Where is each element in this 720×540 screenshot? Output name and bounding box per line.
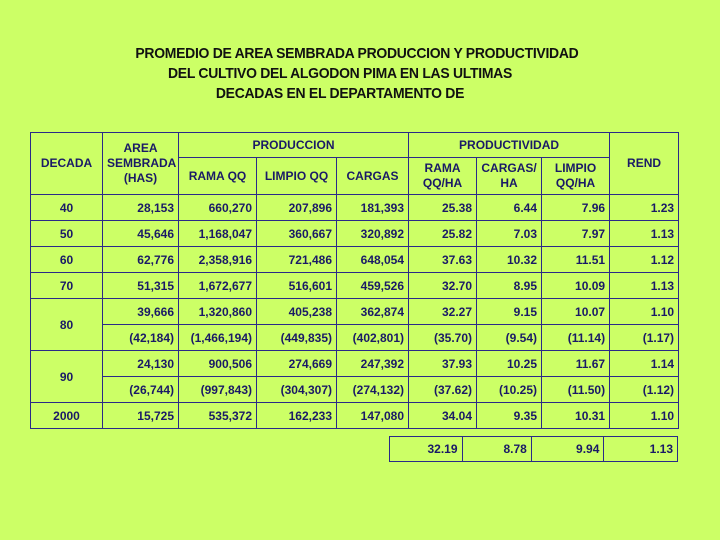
cell-cargas-ha: 10.32 xyxy=(477,247,542,273)
cell-rama-ha: 37.93 xyxy=(409,351,477,377)
cell-cargas: 648,054 xyxy=(337,247,409,273)
cell-cargas: 181,393 xyxy=(337,195,409,221)
table-row xyxy=(31,403,679,429)
header-rama-qq: RAMA QQ xyxy=(179,158,257,195)
table-row-sub xyxy=(31,377,679,403)
cell-cargas: 362,874 xyxy=(337,299,409,325)
header-limpio-qq: LIMPIO QQ xyxy=(257,158,337,195)
cell-rama: 1,672,677 xyxy=(179,273,257,299)
cell-cargas-ha: 8.95 xyxy=(477,273,542,299)
cell-cargas: 147,080 xyxy=(337,403,409,429)
cell-decada: 90 xyxy=(31,351,103,403)
cell-rama: 900,506 xyxy=(179,351,257,377)
header-rama-qq-ha-line2: QQ/HA xyxy=(422,176,463,190)
cell-decada: 50 xyxy=(31,221,103,247)
cell-cargas-ha: 6.44 xyxy=(477,195,542,221)
cell-rama: 1,168,047 xyxy=(179,221,257,247)
cell-rama: 1,320,860 xyxy=(179,299,257,325)
cell-limpio-ha: 11.51 xyxy=(542,247,610,273)
document-title xyxy=(135,44,579,104)
cell-cargas-ha: 9.35 xyxy=(477,403,542,429)
cell-decada: 70 xyxy=(31,273,103,299)
cell-rend: 1.10 xyxy=(610,403,679,429)
cell-rama-ha: 32.70 xyxy=(409,273,477,299)
cell-decada: 60 xyxy=(31,247,103,273)
table-row xyxy=(31,195,679,221)
cell-rend: 1.23 xyxy=(610,195,679,221)
cell-rama-ha: 32.27 xyxy=(409,299,477,325)
cell-cargas: (402,801) xyxy=(337,325,409,351)
cell-limpio: 274,669 xyxy=(257,351,337,377)
header-limpio-qq-ha-line2: QQ/HA xyxy=(555,176,596,190)
cell-area: 15,725 xyxy=(103,403,179,429)
cell-limpio: 360,667 xyxy=(257,221,337,247)
header-cargas-ha xyxy=(477,158,542,195)
header-rama-qq-ha-line1: RAMA xyxy=(424,161,461,175)
cell-rama: 2,358,916 xyxy=(179,247,257,273)
header-area xyxy=(103,133,179,195)
header-decada: DECADA xyxy=(31,133,103,195)
cell-limpio-ha: 10.07 xyxy=(542,299,610,325)
title-line-1: PROMEDIO DE AREA SEMBRADA PRODUCCION Y PRODUCTIVIDAD xyxy=(135,45,579,62)
table-row xyxy=(31,299,679,325)
cell-area: 24,130 xyxy=(103,351,179,377)
cell-rend: (1.12) xyxy=(610,377,679,403)
cell-rama-ha: 25.38 xyxy=(409,195,477,221)
header-cargas-ha-line1: CARGAS/ xyxy=(481,161,537,175)
cell-cargas: 459,526 xyxy=(337,273,409,299)
cell-cargas-ha: 9.15 xyxy=(477,299,542,325)
cell-limpio-ha: 10.09 xyxy=(542,273,610,299)
cell-cargas-ha: 10.25 xyxy=(477,351,542,377)
cell-limpio-ha: (11.14) xyxy=(542,325,610,351)
cell-limpio-ha: 7.97 xyxy=(542,221,610,247)
header-area-line1: AREA xyxy=(123,141,158,155)
cell-rama-ha: 37.63 xyxy=(409,247,477,273)
cell-decada: 80 xyxy=(31,299,103,351)
cell-decada: 2000 xyxy=(31,403,103,429)
cell-limpio: 516,601 xyxy=(257,273,337,299)
data-table xyxy=(30,132,679,429)
header-productividad: PRODUCTIVIDAD xyxy=(409,133,610,158)
cell-rama: (1,466,194) xyxy=(179,325,257,351)
cell-decada: 40 xyxy=(31,195,103,221)
header-produccion: PRODUCCION xyxy=(179,133,409,158)
cell-rama-ha: (37.62) xyxy=(409,377,477,403)
summary-cargas-ha: 8.78 xyxy=(462,437,531,462)
cell-rama-ha: 34.04 xyxy=(409,403,477,429)
cell-rama: (997,843) xyxy=(179,377,257,403)
cell-cargas: 320,892 xyxy=(337,221,409,247)
cell-rend: 1.13 xyxy=(610,221,679,247)
header-area-line2: SEMBRADA xyxy=(107,156,177,170)
header-rend: REND xyxy=(610,133,679,195)
summary-limpio-ha: 9.94 xyxy=(531,437,604,462)
cell-limpio-ha: 10.31 xyxy=(542,403,610,429)
cell-limpio-ha: 11.67 xyxy=(542,351,610,377)
summary-rama-ha: 32.19 xyxy=(390,437,463,462)
cell-cargas-ha: 7.03 xyxy=(477,221,542,247)
cell-limpio-ha: (11.50) xyxy=(542,377,610,403)
title-line-3: DECADAS EN EL DEPARTAMENTO DE xyxy=(215,85,465,102)
cell-area: (42,184) xyxy=(103,325,179,351)
cell-cargas: (274,132) xyxy=(337,377,409,403)
cell-area: 51,315 xyxy=(103,273,179,299)
cell-rend: 1.10 xyxy=(610,299,679,325)
title-line-2: DEL CULTIVO DEL ALGODON PIMA EN LAS ULTIMAS xyxy=(167,65,512,82)
cell-rend: 1.14 xyxy=(610,351,679,377)
cell-rend: 1.13 xyxy=(610,273,679,299)
cell-limpio: 162,233 xyxy=(257,403,337,429)
header-cargas: CARGAS xyxy=(337,158,409,195)
cell-cargas-ha: (10.25) xyxy=(477,377,542,403)
cell-area: 45,646 xyxy=(103,221,179,247)
cell-rama-ha: 25.82 xyxy=(409,221,477,247)
summary-rend: 1.13 xyxy=(604,437,678,462)
header-limpio-qq-ha-line1: LIMPIO xyxy=(554,161,597,175)
table-row xyxy=(31,221,679,247)
cell-area: 39,666 xyxy=(103,299,179,325)
header-rama-qq-ha xyxy=(409,158,477,195)
cell-area: 62,776 xyxy=(103,247,179,273)
table-row xyxy=(31,351,679,377)
cell-cargas-ha: (9.54) xyxy=(477,325,542,351)
cell-limpio: 207,896 xyxy=(257,195,337,221)
cell-rama: 660,270 xyxy=(179,195,257,221)
cell-limpio: (449,835) xyxy=(257,325,337,351)
cell-rend: 1.12 xyxy=(610,247,679,273)
cell-limpio-ha: 7.96 xyxy=(542,195,610,221)
summary-row xyxy=(390,437,678,462)
cell-area: 28,153 xyxy=(103,195,179,221)
cell-limpio: 405,238 xyxy=(257,299,337,325)
cell-cargas: 247,392 xyxy=(337,351,409,377)
cell-limpio: (304,307) xyxy=(257,377,337,403)
cell-rama: 535,372 xyxy=(179,403,257,429)
table-row-sub xyxy=(31,325,679,351)
header-area-line3: (HAS) xyxy=(123,171,158,185)
cell-rend: (1.17) xyxy=(610,325,679,351)
cell-limpio: 721,486 xyxy=(257,247,337,273)
header-cargas-ha-line2: HA xyxy=(500,176,518,190)
header-limpio-qq-ha xyxy=(542,158,610,195)
header-row-1 xyxy=(31,133,679,158)
summary-table xyxy=(389,436,678,462)
cell-rama-ha: (35.70) xyxy=(409,325,477,351)
table-row xyxy=(31,247,679,273)
table-row xyxy=(31,273,679,299)
cell-area: (26,744) xyxy=(103,377,179,403)
